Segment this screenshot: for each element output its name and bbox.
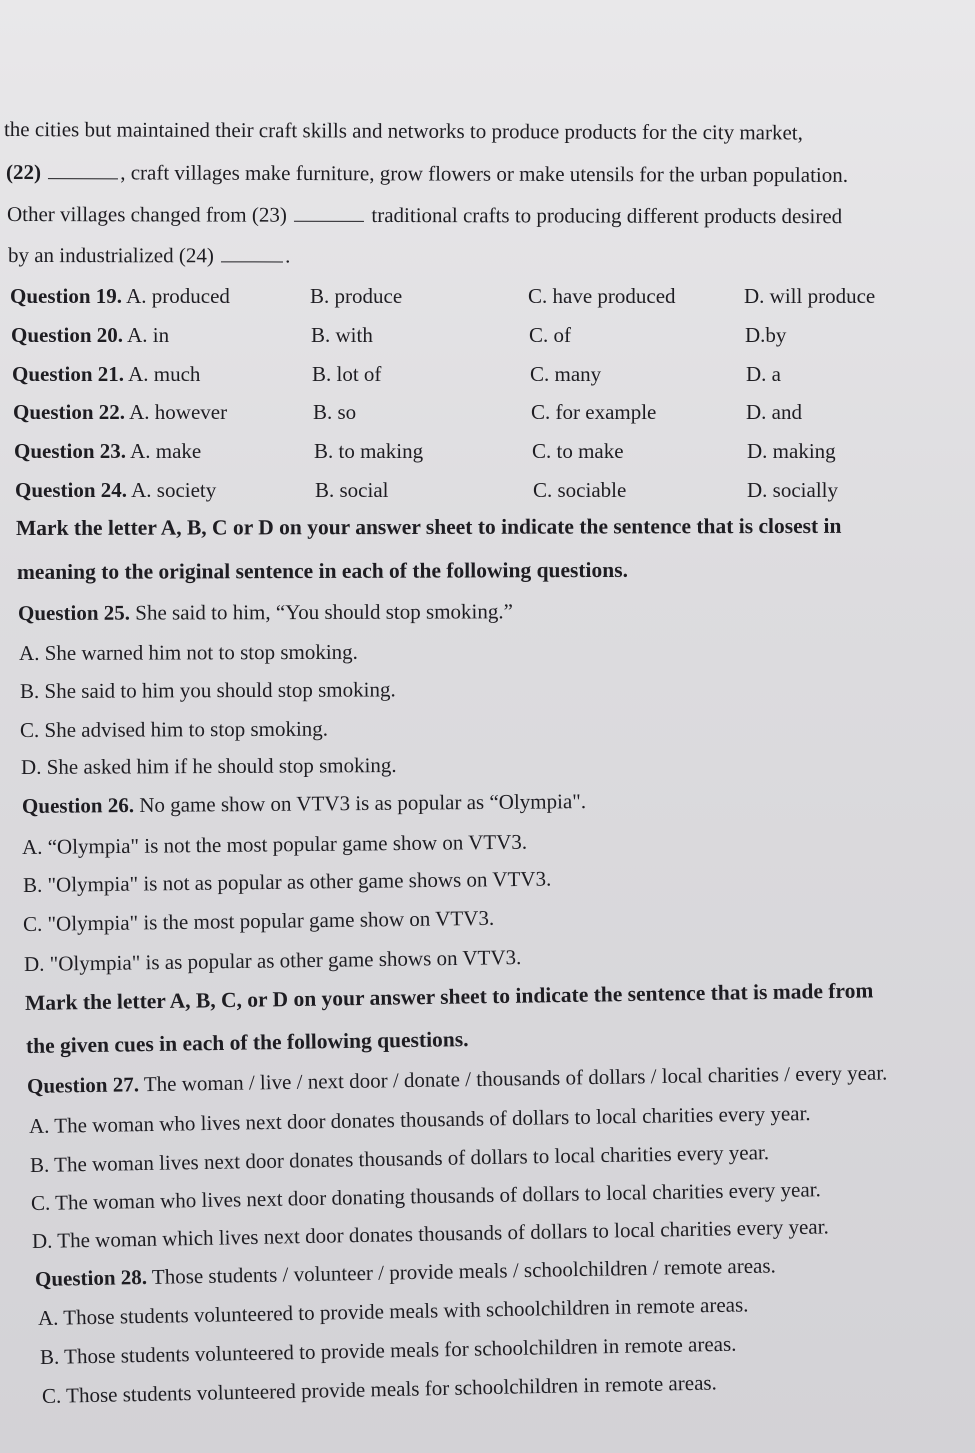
option-c: C. of: [529, 323, 571, 347]
question-text: The woman / live / next door / donate / thousands of dollars / local charities / every year.: [138, 1060, 888, 1097]
option-b: B. produce: [310, 284, 403, 308]
question-28-option-a: A. Those students volunteered to provide meals with schoolchildren in remote areas.: [37, 1292, 749, 1330]
question-27-option-b: B. The woman lives next door donates thousands of dollars to local charities every year.: [29, 1140, 770, 1177]
passage-text: , craft villages make furniture, grow flowers or make utensils for the urban population.: [120, 160, 849, 187]
option-d: D.by: [745, 323, 787, 347]
question-label: Question 27.: [26, 1072, 140, 1098]
option-c: C. for example: [531, 400, 657, 424]
answer-blank-23: [294, 203, 364, 222]
question-26-option-b: B. "Olympia" is not as popular as other game shows on VTV3.: [22, 866, 552, 897]
question-28-stem: [35, 1252, 776, 1292]
question-27-option-a: A. The woman who lives next door donates thousands of dollars to local charities every year.: [28, 1101, 811, 1138]
passage-text: Other villages changed from (23): [6, 202, 287, 227]
option-c: C. many: [530, 362, 602, 386]
question-label: Question 24.: [15, 478, 128, 502]
question-21-row: [0, 361, 975, 387]
passage-text: .: [285, 243, 291, 268]
question-22-text: [13, 399, 227, 425]
question-28-option-c: C. Those students volunteered provide meals for schoolchildren in remote areas.: [41, 1370, 718, 1408]
question-23-row: [0, 438, 975, 464]
question-27-option-d: D. The woman which lives next door donates thousands of dollars to local charities every year.: [31, 1214, 829, 1253]
option-d: D. making: [747, 439, 836, 463]
question-27-option-c: C. The woman who lives next door donating thousands of dollars to local charities every year.: [30, 1177, 821, 1215]
question-text: She said to him, “You should stop smoking.”: [129, 599, 513, 625]
question-label: Question 25.: [17, 600, 131, 625]
question-26-option-c: C. "Olympia" is the most popular game show on VTV3.: [22, 905, 495, 936]
blank-number-22: (22): [5, 160, 42, 185]
option-a: A. much: [128, 362, 201, 386]
option-b: B. to making: [314, 439, 424, 463]
question-label: Question 26.: [21, 793, 135, 818]
question-25-option-a: A. She warned him not to stop smoking.: [18, 639, 358, 665]
section-instruction-line-2: the given cues in each of the following questions.: [25, 1027, 469, 1058]
option-c: C. to make: [532, 439, 624, 463]
question-24-row: [0, 477, 975, 503]
section-instruction-line-1: Mark the letter A, B, C, or D on your answer sheet to indicate the sentence that is made from: [24, 978, 874, 1015]
option-c: C. sociable: [533, 478, 627, 502]
answer-blank-22: [48, 160, 118, 179]
question-25-stem: [18, 598, 513, 626]
option-a: A. in: [127, 323, 170, 347]
option-a: A. make: [130, 439, 202, 463]
option-a: A. produced: [126, 284, 230, 308]
question-26-option-a: A. “Olympia" is not the most popular game show on VTV3.: [21, 829, 528, 859]
option-b: B. so: [313, 400, 357, 424]
option-d: D. will produce: [744, 284, 876, 308]
section-instruction-line-1: Mark the letter A, B, C or D on your answer sheet to indicate the sentence that is closest in: [15, 513, 842, 540]
question-label: Question 19.: [10, 284, 123, 308]
passage-line-3: [7, 201, 842, 229]
question-19-text: [10, 283, 230, 309]
question-26-option-d: D. "Olympia" is as popular as other game shows on VTV3.: [23, 945, 522, 976]
question-text: Those students / volunteer / provide meals / schoolchildren / remote areas.: [146, 1253, 776, 1289]
question-20-text: [11, 322, 169, 348]
question-label: Question 21.: [12, 362, 125, 386]
question-label: Question 20.: [11, 323, 124, 347]
question-25-option-c: C. She advised him to stop smoking.: [19, 716, 329, 742]
passage-text: the cities but maintained their craft skills and networks to produce products for the city market,: [3, 117, 803, 145]
question-25-option-b: B. She said to him you should stop smoking.: [19, 677, 396, 703]
question-28-option-b: B. Those students volunteered to provide meals for schoolchildren in remote areas.: [39, 1331, 737, 1369]
option-d: D. a: [746, 362, 781, 386]
option-a: A. however: [129, 400, 228, 424]
passage-line-2: [6, 159, 848, 188]
option-a: A. society: [131, 478, 217, 502]
option-d: D. socially: [747, 478, 838, 502]
passage-line-1: [4, 116, 803, 145]
question-23-text: [14, 438, 201, 464]
answer-blank-24: [221, 243, 283, 262]
option-c: C. have produced: [528, 284, 676, 308]
question-21-text: [12, 361, 200, 387]
passage-text: by an industrialized (24): [7, 243, 214, 268]
question-label: Question 22.: [13, 400, 126, 424]
question-19-row: [0, 283, 975, 309]
passage-line-4: [8, 242, 290, 268]
question-label: Question 23.: [14, 439, 127, 463]
section-instruction-line-2: meaning to the original sentence in each of the following questions.: [16, 557, 629, 584]
question-26-stem: [22, 788, 586, 819]
question-27-stem: [27, 1059, 888, 1099]
question-24-text: [15, 477, 216, 503]
question-25-option-d: D. She asked him if he should stop smoking.: [20, 753, 397, 779]
option-d: D. and: [746, 400, 802, 424]
question-label: Question 28.: [34, 1264, 148, 1291]
option-b: B. with: [311, 323, 373, 347]
option-b: B. lot of: [312, 362, 382, 386]
question-text: No game show on VTV3 is as popular as “Olympia".: [133, 789, 587, 818]
option-b: B. social: [315, 478, 389, 502]
passage-text: traditional crafts to producing different products desired: [371, 202, 843, 229]
question-22-row: [0, 399, 975, 425]
question-20-row: [0, 322, 975, 348]
